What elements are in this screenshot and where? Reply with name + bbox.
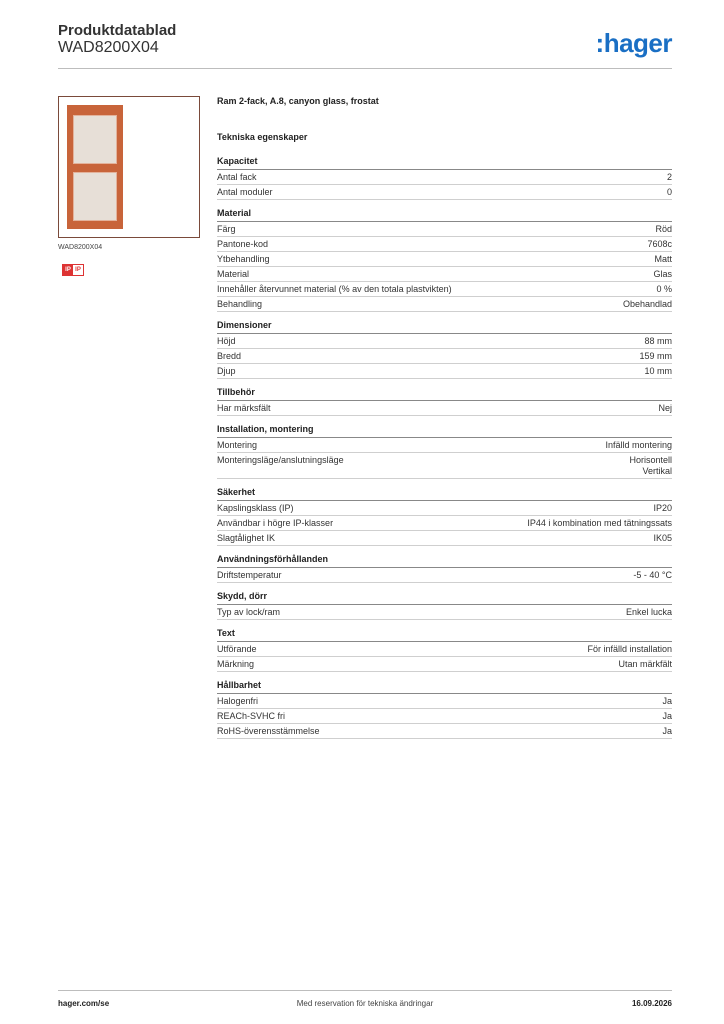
spec-value: Nej: [658, 403, 672, 413]
spec-row: [217, 297, 672, 312]
spec-section: [217, 208, 672, 312]
spec-section: [217, 156, 672, 200]
spec-label: Antal fack: [217, 172, 257, 182]
spec-row: [217, 237, 672, 252]
spec-value: Obehandlad: [622, 299, 672, 309]
spec-label: Innehåller återvunnet material (% av den totala plastvikten): [217, 284, 452, 294]
spec-row: [217, 252, 672, 267]
frame-illustration: [67, 105, 123, 229]
spec-label: Djup: [217, 366, 236, 376]
spec-section: [217, 628, 672, 672]
spec-section: [217, 424, 672, 479]
spec-label: Halogenfri: [217, 696, 259, 706]
spec-label: Behandling: [217, 299, 263, 309]
section-title: Tillbehör: [217, 387, 672, 401]
spec-label: Kapslingsklass (IP): [217, 503, 294, 513]
spec-row: [217, 657, 672, 672]
spec-row: [217, 694, 672, 709]
spec-row: [217, 516, 672, 531]
ip-badge-icon: [62, 264, 84, 276]
spec-value: Ja: [662, 711, 672, 721]
tech-heading: Tekniska egenskaper: [217, 132, 308, 142]
spec-value: Infälld montering: [605, 440, 672, 450]
spec-value: IP20: [653, 503, 672, 513]
image-caption: WAD8200X04: [58, 244, 103, 251]
spec-value: 7608c: [647, 239, 672, 249]
spec-row: [217, 453, 672, 479]
spec-label: Material: [217, 269, 250, 279]
spec-value: IK05: [653, 533, 672, 543]
spec-label: Har märksfält: [217, 403, 271, 413]
spec-section: [217, 554, 672, 583]
spec-section: [217, 387, 672, 416]
spec-section: [217, 320, 672, 379]
frame-opening-top: [73, 115, 117, 164]
document-title: Produktdatablad: [58, 22, 177, 39]
section-title: Kapacitet: [217, 156, 672, 170]
spec-content: [217, 96, 672, 747]
spec-row: [217, 438, 672, 453]
spec-value: Ja: [662, 726, 672, 736]
spec-value: Horisontell Vertikal: [629, 455, 672, 476]
spec-value: 0: [666, 187, 672, 197]
footer-disclaimer: Med reservation för tekniska ändringar: [296, 999, 434, 1008]
spec-label: Driftstemperatur: [217, 570, 282, 580]
ip-badge-left: IP: [63, 265, 73, 275]
spec-row: [217, 709, 672, 724]
product-code: WAD8200X04: [58, 39, 159, 56]
spec-value: 159 mm: [639, 351, 672, 361]
spec-label: Bredd: [217, 351, 242, 361]
spec-row: [217, 642, 672, 657]
spec-value: 10 mm: [644, 366, 672, 376]
spec-row: [217, 401, 672, 416]
spec-row: [217, 501, 672, 516]
spec-value: Utan märkfält: [618, 659, 672, 669]
spec-label: RoHS-överensstämmelse: [217, 726, 320, 736]
spec-row: [217, 531, 672, 546]
product-image: [58, 96, 200, 238]
spec-label: Typ av lock/ram: [217, 607, 281, 617]
spec-row: [217, 364, 672, 379]
section-title: Text: [217, 628, 672, 642]
spec-section: [217, 487, 672, 546]
spec-row: [217, 724, 672, 739]
spec-value: Glas: [653, 269, 672, 279]
spec-value: Matt: [654, 254, 672, 264]
hager-logo: :hager: [595, 28, 672, 58]
section-title: Material: [217, 208, 672, 222]
spec-label: REACh-SVHC fri: [217, 711, 286, 721]
spec-label: Färg: [217, 224, 236, 234]
section-title: Dimensioner: [217, 320, 672, 334]
spec-label: Monteringsläge/anslutningsläge: [217, 455, 344, 465]
spec-value: -5 - 40 °C: [633, 570, 672, 580]
spec-label: Utförande: [217, 644, 257, 654]
section-title: Skydd, dörr: [217, 591, 672, 605]
spec-section: [217, 591, 672, 620]
frame-opening-bottom: [73, 172, 117, 221]
spec-sections: [217, 156, 672, 739]
product-name: Ram 2-fack, A.8, canyon glass, frostat: [217, 96, 379, 106]
spec-row: [217, 282, 672, 297]
spec-label: Pantone-kod: [217, 239, 269, 249]
footer-date: 16.09.2026: [631, 999, 672, 1008]
spec-value: 88 mm: [644, 336, 672, 346]
section-title: Hållbarhet: [217, 680, 672, 694]
spec-label: Höjd: [217, 336, 236, 346]
spec-label: Märkning: [217, 659, 255, 669]
ip-badge-right: IP: [75, 267, 81, 273]
spec-value: 2: [666, 172, 672, 182]
spec-row: [217, 222, 672, 237]
section-title: Användningsförhållanden: [217, 554, 672, 568]
spec-value: För infälld installation: [587, 644, 672, 654]
spec-row: [217, 605, 672, 620]
spec-label: Antal moduler: [217, 187, 273, 197]
spec-row: [217, 267, 672, 282]
spec-label: Användbar i högre IP-klasser: [217, 518, 334, 528]
footer-website[interactable]: hager.com/se: [58, 999, 110, 1008]
spec-row: [217, 349, 672, 364]
spec-label: Ytbehandling: [217, 254, 270, 264]
spec-value: 0 %: [656, 284, 672, 294]
spec-section: [217, 680, 672, 739]
spec-value: Ja: [662, 696, 672, 706]
spec-value: Röd: [655, 224, 672, 234]
spec-row: [217, 185, 672, 200]
spec-row: [217, 568, 672, 583]
section-title: Installation, montering: [217, 424, 672, 438]
spec-row: [217, 170, 672, 185]
spec-label: Montering: [217, 440, 258, 450]
spec-value: IP44 i kombination med tätningssats: [527, 518, 672, 528]
page-header: [58, 22, 672, 69]
page-footer: [58, 990, 672, 1015]
section-title: Säkerhet: [217, 487, 672, 501]
spec-value: Enkel lucka: [625, 607, 672, 617]
spec-row: [217, 334, 672, 349]
spec-label: Slagtålighet IK: [217, 533, 276, 543]
